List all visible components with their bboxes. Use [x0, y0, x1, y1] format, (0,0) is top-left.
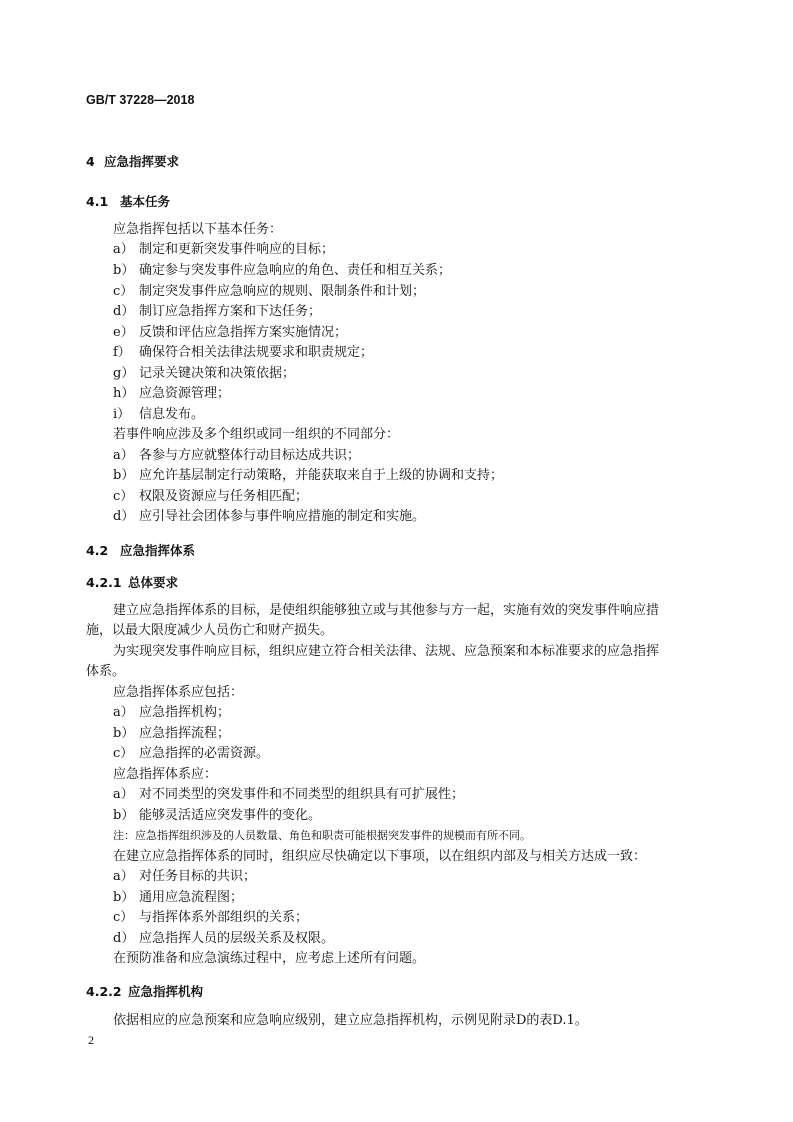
section-4-2-2-title: 应急指挥机构 [128, 984, 204, 999]
list-item: e） 反馈和评估应急指挥方案实施情况； [113, 325, 348, 340]
paragraph: 应急指挥体系应包括： [113, 685, 244, 700]
list-item: c） 制定突发事件应急响应的规则、限制条件和计划； [113, 284, 426, 299]
section-4-number: 4 [86, 154, 95, 169]
section-4-2-2-number: 4.2.2 [86, 984, 122, 999]
list-item: b） 确定参与突发事件应急响应的角色、责任和相互关系； [113, 263, 452, 278]
paragraph-line: 体系。 [86, 664, 126, 679]
section-4-2-title: 应急指挥体系 [120, 543, 196, 558]
section-4-1-number: 4.1 [86, 194, 109, 209]
list-item: d） 应引导社会团体参与事件响应措施的制定和实施。 [113, 509, 426, 524]
list-item: h） 应急资源管理； [113, 386, 231, 401]
list-item: f） 确保符合相关法律法规要求和职责规定； [113, 345, 374, 360]
paragraph: 在建立应急指挥体系的同时，组织应尽快确定以下事项，以在组织内部及与相关方达成一致： [113, 849, 647, 864]
paragraph-line: 施，以最大限度减少人员伤亡和财产损失。 [86, 623, 334, 638]
page-number: 2 [88, 1033, 94, 1047]
section-4-1-title: 基本任务 [120, 194, 171, 209]
list-item: b） 能够灵活适应突发事件的变化。 [113, 808, 322, 823]
section-4-1-heading [86, 192, 170, 210]
list-item: a） 各参与方应就整体行动目标达成共识； [113, 448, 361, 463]
paragraph: 依据相应的应急预案和应急响应级别，建立应急指挥机构，示例见附录D的表D.1。 [113, 1013, 588, 1028]
list-item: c） 应急指挥的必需资源。 [113, 746, 270, 761]
paragraph: 在预防准备和应急演练过程中，应考虑上述所有问题。 [113, 951, 426, 966]
list-item: d） 应急指挥人员的层级关系及权限。 [113, 931, 335, 946]
list-item: a） 应急指挥机构； [113, 705, 231, 720]
section-4-2-1-heading [86, 573, 178, 591]
list-item: c） 与指挥体系外部组织的关系； [113, 910, 309, 925]
list-item: c） 权限及资源应与任务相匹配； [113, 489, 309, 504]
list-item: b） 应急指挥流程； [113, 726, 231, 741]
list-item: b） 应允许基层制定行动策略，并能获取来自于上级的协调和支持； [113, 468, 504, 483]
standard-code: GB/T 37228—2018 [86, 93, 195, 107]
section-4-title: 应急指挥要求 [104, 154, 180, 169]
list-item: i） 信息发布。 [113, 407, 205, 422]
section-4-2-1-title: 总体要求 [128, 575, 179, 590]
section-4-2-2-heading [86, 982, 203, 1000]
section-4-2-heading [86, 541, 195, 559]
section-4-2-number: 4.2 [86, 543, 109, 558]
list-item: a） 对任务目标的共识； [113, 869, 257, 884]
paragraph: 应急指挥包括以下基本任务： [113, 222, 283, 237]
list-item: a） 制定和更新突发事件响应的目标； [113, 242, 335, 257]
note: 注：应急指挥组织涉及的人员数量、角色和职责可能根据突发事件的规模而有所不同。 [113, 829, 531, 842]
list-item: b） 通用应急流程图； [113, 890, 244, 905]
paragraph-line: 建立应急指挥体系的目标，是使组织能够独立或与其他参与方一起，实施有效的突发事件响应措 [113, 603, 660, 618]
paragraph: 应急指挥体系应： [113, 767, 218, 782]
paragraph: 若事件响应涉及多个组织或同一组织的不同部分： [113, 427, 400, 442]
paragraph-line: 为实现突发事件响应目标，组织应建立符合相关法律、法规、应急预案和本标准要求的应急指挥 [113, 644, 660, 659]
list-item: g） 记录关键决策和决策依据； [113, 366, 296, 381]
section-4-heading [86, 152, 179, 170]
list-item: a） 对不同类型的突发事件和不同类型的组织具有可扩展性； [113, 787, 465, 802]
list-item: d） 制订应急指挥方案和下达任务； [113, 304, 322, 319]
section-4-2-1-number: 4.2.1 [86, 575, 122, 590]
